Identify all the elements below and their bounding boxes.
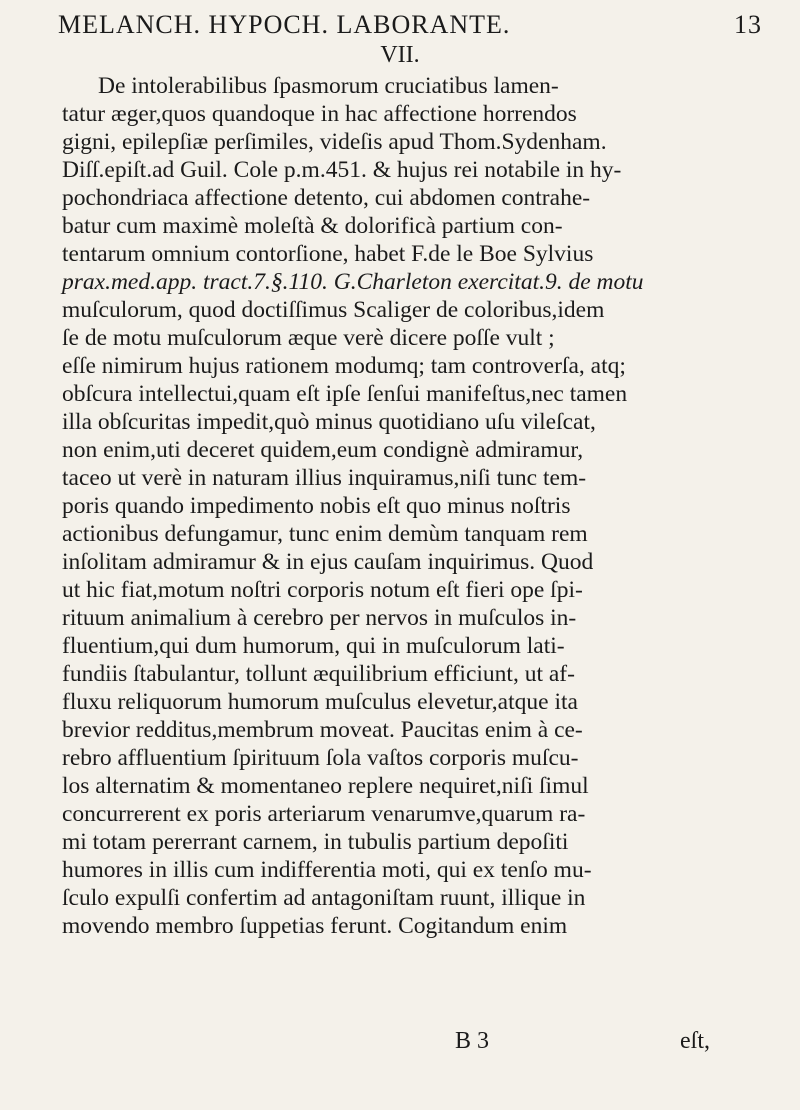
text-line: fluentium,qui dum humorum, qui in muſculorum lati-	[62, 633, 565, 659]
text-line: mi totam pererrant carnem, in tubulis partium depoſiti	[62, 829, 569, 855]
running-title: MELANCH. HYPOCH. LABORANTE.	[58, 10, 511, 39]
text-line: fluxu reliquorum humorum muſculus elevetur,atque ita	[62, 689, 578, 715]
text-line: non enim,uti deceret quidem,eum condignè admiramur,	[62, 437, 584, 463]
text-line: pochondriaca affectione detento, cui abdomen contrahe-	[62, 185, 591, 211]
section-number: VII.	[380, 42, 420, 68]
text-line: prax.med.app. tract.7.§.110. G.Charleton exercitat.9. de motu	[62, 269, 644, 295]
catchword: eſt,	[680, 1028, 710, 1054]
text-line: poris quando impedimento nobis eſt quo minus noſtris	[62, 493, 571, 519]
text-line: rituum animalium à cerebro per nervos in muſculos in-	[62, 605, 577, 631]
text-line: concurrerent ex poris arteriarum venarumve,quarum ra-	[62, 801, 586, 827]
text-line: fundiis ſtabulantur, tollunt æquilibrium efficiunt, ut af-	[62, 661, 575, 687]
text-line: ſe de motu muſculorum æque verè dicere poſſe vult ;	[62, 325, 555, 351]
signature-mark: B 3	[455, 1028, 490, 1054]
text-line: ſculo expulſi confertim ad antagoniſtam ruunt, illique in	[62, 885, 586, 911]
text-line: inſolitam admiramur & in ejus cauſam inquirimus. Quod	[62, 549, 594, 575]
text-line: Diſſ.epiſt.ad Guil. Cole p.m.451. & hujus rei notabile in hy-	[62, 157, 622, 183]
page-number: 13	[734, 10, 762, 39]
text-line: tentarum omnium contorſione, habet F.de le Boe Sylvius	[62, 241, 594, 267]
text-line: De intolerabilibus ſpasmorum cruciatibus lamen-	[98, 73, 559, 99]
page-footer	[0, 1028, 800, 1068]
text-line: rebro affluentium ſpirituum ſola vaſtos corporis muſcu-	[62, 745, 579, 771]
text-line: ut hic fiat,motum noſtri corporis notum eſt fieri ope ſpi-	[62, 577, 583, 603]
text-line: taceo ut verè in naturam illius inquiramus,niſi tunc tem-	[62, 465, 587, 491]
text-line: eſſe nimirum hujus rationem modumq; tam controverſa, atq;	[62, 353, 626, 379]
text-line: batur cum maximè moleſtà & dolorificà partium con-	[62, 213, 563, 239]
text-line: movendo membro ſuppetias ferunt. Cogitandum enim	[62, 913, 568, 939]
page-header	[58, 10, 770, 44]
text-line: los alternatim & momentaneo replere nequiret,niſi ſimul	[62, 773, 589, 799]
text-line: actionibus defungamur, tunc enim demùm tanquam rem	[62, 521, 588, 547]
text-line: illa obſcuritas impedit,quò minus quotidiano uſu vileſcat,	[62, 409, 596, 435]
text-line: muſculorum, quod doctiſſimus Scaliger de coloribus,idem	[62, 297, 605, 323]
text-line: gigni, epilepſiæ perſimiles, videſis apud Thom.Sydenham.	[62, 129, 607, 155]
text-line: brevior redditus,membrum moveat. Paucitas enim à ce-	[62, 717, 583, 743]
text-line: tatur æger,quos quandoque in hac affectione horrendos	[62, 101, 577, 127]
text-line: humores in illis cum indifferentia moti, qui ex tenſo mu-	[62, 857, 592, 883]
text-line: obſcura intellectui,quam eſt ipſe ſenſui manifeſtus,nec tamen	[62, 381, 628, 407]
